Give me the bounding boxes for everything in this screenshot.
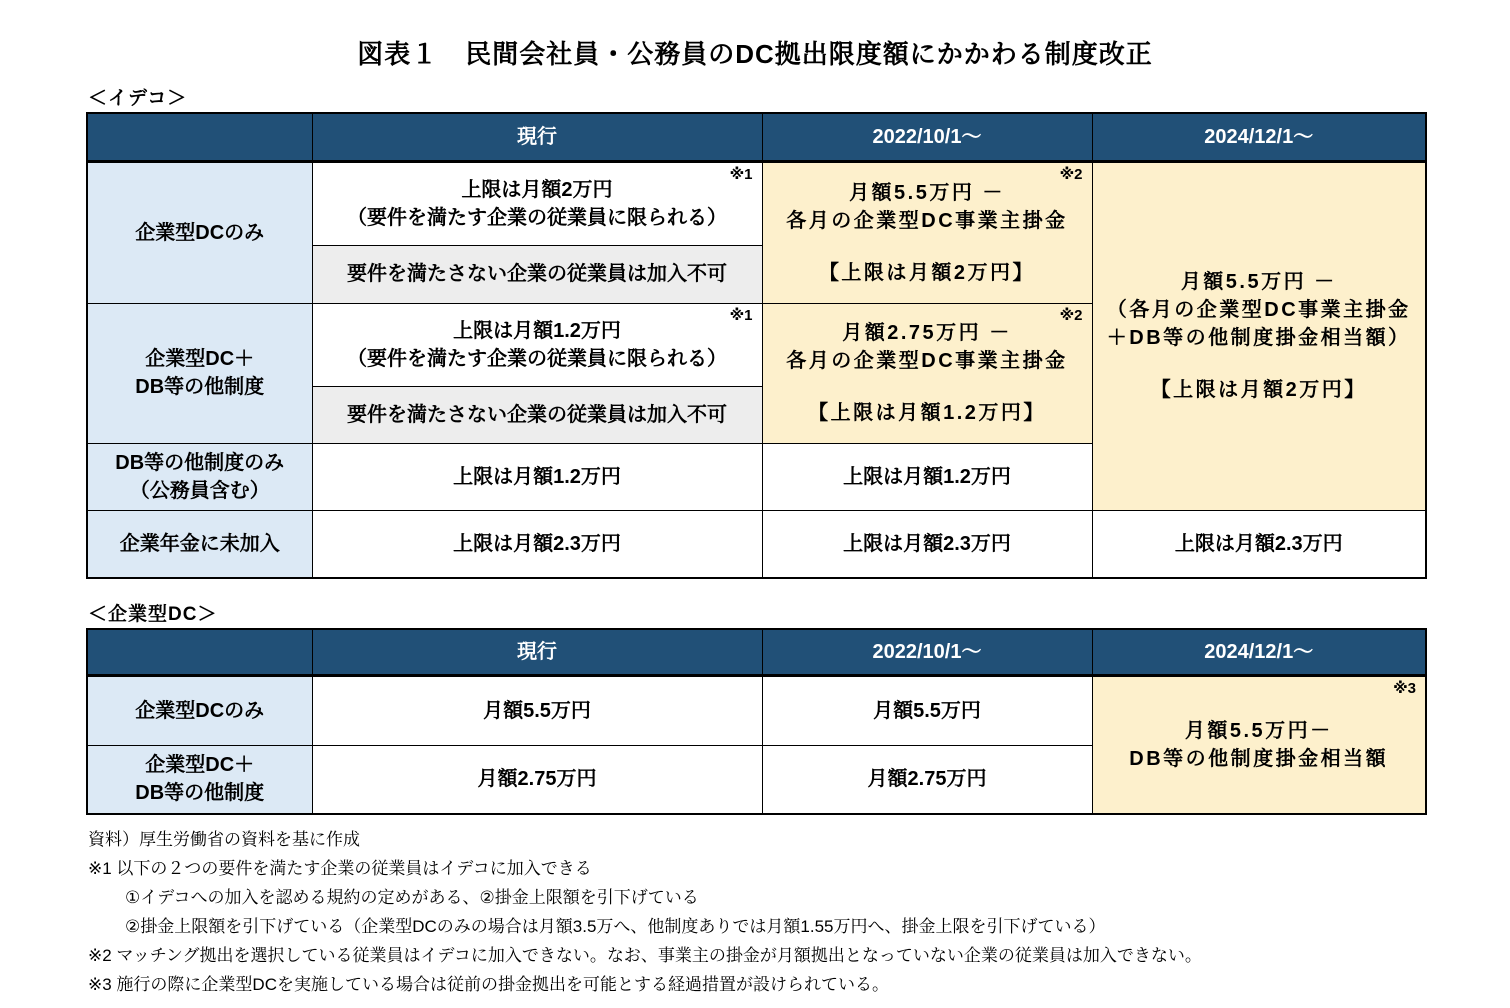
ideco-row3-2022 <box>762 443 1092 510</box>
cell-line: 【上限は月額2万円】 <box>1150 379 1367 401</box>
cell-line: 上限は月額1.2万円 <box>843 465 1011 488</box>
row-label-text: 企業型DCのみ <box>135 221 265 244</box>
cell-line: 上限は月額2.3万円 <box>453 532 621 555</box>
kigyodc-row2-label <box>87 745 312 814</box>
ideco-row4-2022 <box>762 510 1092 578</box>
row-label-text: DB等の他制度 <box>135 782 265 805</box>
cell-line: 月額2.75万円 <box>477 768 597 791</box>
cell-line: 月額5.5万円 <box>483 699 591 722</box>
cell-line: 月額5.5万円 － <box>849 181 1005 204</box>
cell-line: （要件を満たす企業の従業員に限られる） <box>347 347 727 370</box>
cell-line: 月額2.75万円 <box>867 768 987 791</box>
ideco-row1-current-a <box>312 161 762 245</box>
ideco-header-2022: 2022/10/1～ <box>762 113 1092 161</box>
row-label-text: 企業型DCのみ <box>135 699 265 722</box>
ideco-2024-merged-cell <box>1092 161 1426 510</box>
cell-line: 上限は月額2.3万円 <box>1174 532 1343 555</box>
kigyodc-row1-2022 <box>762 675 1092 745</box>
kigyodc-2024-merged-cell <box>1092 675 1426 814</box>
ideco-row2-current-a <box>312 303 762 386</box>
figure-title: 図表１ 民間会社員・公務員のDC拠出限度額にかかわる制度改正 <box>357 39 1153 69</box>
row-label-text: 企業型DC＋ <box>145 754 255 777</box>
cell-line: 月額5.5万円－ <box>1184 719 1333 742</box>
cell-line: （要件を満たす企業の従業員に限られる） <box>347 206 727 229</box>
merged-cell-lines <box>1093 717 1426 773</box>
kigyodc-row2-current <box>312 745 762 814</box>
ideco-row3-current <box>312 443 762 510</box>
row-label-text: 企業型DC＋ <box>145 348 255 370</box>
kigyodc-header-2024: 2024/12/1～ <box>1092 629 1426 675</box>
cell-line: 上限は月額1.2万円 <box>453 319 621 342</box>
source-note: 資料）厚生労働省の資料を基に作成 <box>88 830 360 849</box>
kigyodc-row2-2022 <box>762 745 1092 814</box>
ideco-row2-2022 <box>762 303 1092 443</box>
cell-line: 各月の企業型DC事業主掛金 <box>786 350 1068 372</box>
cell-line: 月額2.75万円 － <box>842 322 1012 344</box>
row-label-text: （公務員含む） <box>129 479 270 502</box>
footnote-1a: ①イデコへの加入を認める規約の定めがある、②掛金上限額を引下げている <box>125 888 699 907</box>
cell-line: （各月の企業型DC事業主掛金 <box>1106 299 1411 321</box>
cell-line: 【上限は月額1.2万円】 <box>808 402 1046 424</box>
ideco-row4-2024 <box>1092 510 1426 578</box>
cell-line: 上限は月額2.3万円 <box>843 532 1011 555</box>
row-label-text: DB等の他制度のみ <box>115 451 285 474</box>
footnote-1: ※1 以下の２つの要件を満たす企業の従業員はイデコに加入できる <box>88 859 592 878</box>
ideco-header-row <box>87 113 1426 161</box>
kigyodc-header-current: 現行 <box>312 629 762 675</box>
cell-line: 月額5.5万円 <box>873 699 981 722</box>
footnote-ref-3: ※3 <box>1393 679 1416 697</box>
kigyodc-table <box>86 628 1427 815</box>
table-row <box>87 510 1426 578</box>
ideco-row1-current-b <box>312 245 762 303</box>
kigyodc-header-row <box>87 629 1426 675</box>
row-label-text: 企業年金に未加入 <box>119 532 280 555</box>
kigyodc-header-2022: 2022/10/1～ <box>762 629 1092 675</box>
footnote-ref-2: ※2 <box>1059 306 1083 324</box>
ideco-row3-label <box>87 443 312 510</box>
ideco-header-current: 現行 <box>312 113 762 161</box>
table-row <box>87 675 1426 745</box>
cell-line: 要件を満たさない企業の従業員は加入不可 <box>347 263 727 285</box>
cell-line: 上限は月額2万円 <box>461 178 613 201</box>
cell-line: 各月の企業型DC事業主掛金 <box>786 209 1068 232</box>
ideco-row1-2022 <box>762 161 1092 303</box>
ideco-header-blank <box>87 113 312 161</box>
footnote-ref-1: ※1 <box>729 306 753 324</box>
footnote-2: ※2 マッチング拠出を選択している従業員はイデコに加入できない。なお、事業主の掛金が月額拠出となっていない企業の従業員は加入できない。 <box>88 946 1202 965</box>
cell-line: 上限は月額1.2万円 <box>453 465 621 488</box>
row-label-text: DB等の他制度 <box>135 376 265 398</box>
footnote-ref-1: ※1 <box>729 165 753 183</box>
footnote-3: ※3 施行の際に企業型DCを実施している場合は従前の掛金拠出を可能とする経過措置が設けられている。 <box>88 975 889 994</box>
cell-line: ＋DB等の他制度掛金相当額） <box>1106 327 1411 349</box>
ideco-row4-current <box>312 510 762 578</box>
ideco-row1-label <box>87 161 312 303</box>
footnotes-block <box>88 825 1510 999</box>
ideco-row2-label <box>87 303 312 443</box>
section-label-ideco: ＜イデコ＞ <box>88 88 188 109</box>
ideco-table <box>86 112 1427 579</box>
ideco-row4-label <box>87 510 312 578</box>
section-label-kigyodc: ＜企業型DC＞ <box>88 604 218 625</box>
table-row <box>87 161 1426 245</box>
kigyodc-row1-label <box>87 675 312 745</box>
cell-line: 【上限は月額2万円】 <box>818 261 1036 284</box>
kigyodc-row1-current <box>312 675 762 745</box>
ideco-row2-current-b <box>312 386 762 443</box>
ideco-header-2024: 2024/12/1～ <box>1092 113 1426 161</box>
cell-line: DB等の他制度掛金相当額 <box>1129 747 1389 770</box>
merged-cell-lines <box>1093 268 1426 404</box>
kigyodc-header-blank <box>87 629 312 675</box>
cell-line: 月額5.5万円 － <box>1180 271 1337 293</box>
footnote-ref-2: ※2 <box>1059 165 1083 183</box>
footnote-1b: ②掛金上限額を引下げている（企業型DCのみの場合は月額3.5万へ、他制度ありでは月額1.55万円へ、掛金上限を引下げている） <box>125 917 1106 936</box>
cell-line: 要件を満たさない企業の従業員は加入不可 <box>347 403 727 426</box>
